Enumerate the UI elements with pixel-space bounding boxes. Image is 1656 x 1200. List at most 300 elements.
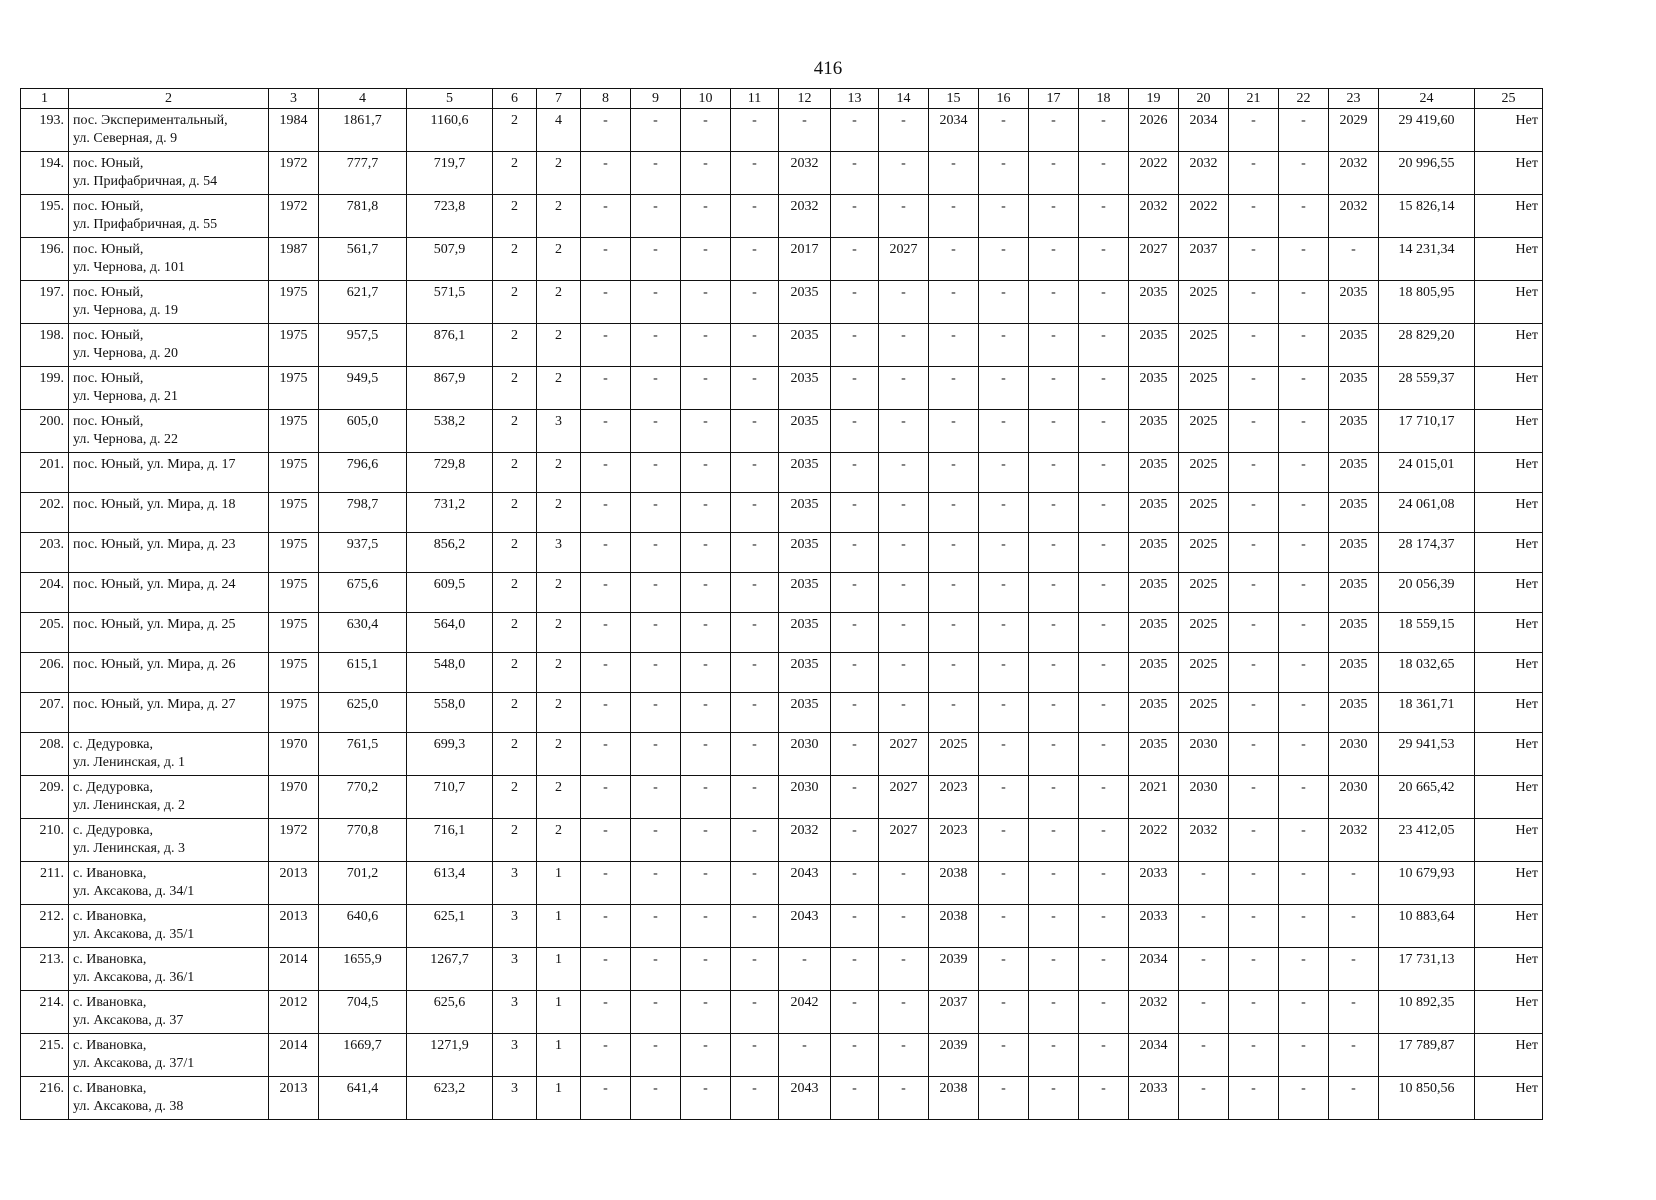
table-cell: 2043 [779,862,831,905]
table-cell: 2035 [1329,281,1379,324]
table-cell: - [1179,991,1229,1034]
table-cell: 23 412,05 [1379,819,1475,862]
table-cell: - [929,195,979,238]
table-cell: 10 850,56 [1379,1077,1475,1120]
table-cell: 2035 [1129,367,1179,410]
address-cell: пос. Юный, ул. Мира, д. 23 [69,533,269,573]
table-row [21,238,1543,281]
table-cell: - [979,1077,1029,1120]
table-cell: - [1029,453,1079,493]
table-cell: - [1079,410,1129,453]
row-number-cell: 201. [21,453,69,493]
table-cell: - [681,653,731,693]
table-cell: - [681,324,731,367]
table-cell: - [731,493,779,533]
address-cell: с. Ивановка, ул. Аксакова, д. 37/1 [69,1034,269,1077]
table-cell: - [979,991,1029,1034]
table-cell: - [731,653,779,693]
table-cell: 699,3 [407,733,493,776]
table-cell: - [1229,776,1279,819]
table-cell: - [731,862,779,905]
table-cell: 3 [493,1077,537,1120]
table-cell: - [731,991,779,1034]
table-cell: - [681,195,731,238]
table-cell: 10 679,93 [1379,862,1475,905]
table-cell: - [979,1034,1029,1077]
table-cell: - [631,152,681,195]
table-cell: - [1029,152,1079,195]
table-cell: 2030 [779,733,831,776]
table-cell: - [831,905,879,948]
table-cell: - [1279,948,1329,991]
table-cell: - [831,493,879,533]
table-cell: 2 [537,367,581,410]
table-cell: - [681,453,731,493]
table-cell: 1 [537,905,581,948]
table-cell: - [1279,410,1329,453]
table-cell: - [681,238,731,281]
table-cell: - [1279,1077,1329,1120]
table-row [21,281,1543,324]
table-cell: 731,2 [407,493,493,533]
table-cell: 1655,9 [319,948,407,991]
table-cell: - [631,862,681,905]
table-cell: - [731,281,779,324]
table-cell: 2025 [1179,281,1229,324]
table-cell: 2 [537,776,581,819]
table-cell: - [831,195,879,238]
column-header: 15 [929,89,979,109]
table-cell: 1975 [269,493,319,533]
table-cell: 2035 [1129,324,1179,367]
table-cell: - [879,195,929,238]
table-cell: 2035 [1329,410,1379,453]
column-header: 22 [1279,89,1329,109]
row-number-cell: 209. [21,776,69,819]
column-header: 7 [537,89,581,109]
table-cell: - [929,410,979,453]
table-cell: - [929,324,979,367]
table-cell: 507,9 [407,238,493,281]
table-cell: 2039 [929,1034,979,1077]
table-cell: 2 [493,410,537,453]
address-cell: пос. Юный, ул. Мира, д. 26 [69,653,269,693]
address-cell: пос. Юный, ул. Чернова, д. 22 [69,410,269,453]
table-cell: 18 032,65 [1379,653,1475,693]
table-cell: 2 [537,238,581,281]
table-cell: - [1179,862,1229,905]
table-cell: - [681,367,731,410]
table-cell: 2 [493,453,537,493]
table-cell: 2 [537,493,581,533]
column-header: 3 [269,89,319,109]
table-cell: - [731,367,779,410]
table-cell: 2027 [879,733,929,776]
address-cell: пос. Юный, ул. Мира, д. 18 [69,493,269,533]
table-cell: - [1029,693,1079,733]
table-cell: 3 [493,905,537,948]
table-cell: 1 [537,948,581,991]
address-cell: с. Ивановка, ул. Аксакова, д. 38 [69,1077,269,1120]
table-cell: - [879,991,929,1034]
table-cell: - [631,733,681,776]
table-row [21,152,1543,195]
row-number-cell: 211. [21,862,69,905]
table-cell: - [581,152,631,195]
table-cell: 29 941,53 [1379,733,1475,776]
address-cell: пос. Юный, ул. Чернова, д. 101 [69,238,269,281]
table-cell: 2 [493,493,537,533]
address-cell: с. Ивановка, ул. Аксакова, д. 37 [69,991,269,1034]
table-cell: 2023 [929,776,979,819]
table-cell: 937,5 [319,533,407,573]
table-row [21,613,1543,653]
table-cell: 1271,9 [407,1034,493,1077]
table-cell: - [979,613,1029,653]
table-cell: 2022 [1129,152,1179,195]
table-cell: 2013 [269,1077,319,1120]
table-cell: 867,9 [407,367,493,410]
table-cell: - [1279,862,1329,905]
table-cell: - [1079,905,1129,948]
table-cell: Нет [1475,324,1543,367]
table-cell: - [1229,324,1279,367]
table-cell: - [1029,733,1079,776]
table-cell: 605,0 [319,410,407,453]
table-cell: 623,2 [407,1077,493,1120]
table-cell: - [1229,613,1279,653]
table-cell: 2035 [1129,573,1179,613]
table-cell: - [681,533,731,573]
table-cell: 1972 [269,195,319,238]
table-cell: 1 [537,1077,581,1120]
table-cell: - [779,1034,831,1077]
table-cell: - [1279,573,1329,613]
table-cell: 1970 [269,733,319,776]
table-cell: - [929,493,979,533]
table-row [21,693,1543,733]
row-number-cell: 195. [21,195,69,238]
table-cell: Нет [1475,776,1543,819]
table-cell: Нет [1475,238,1543,281]
table-cell: - [681,991,731,1034]
table-cell: 2035 [779,653,831,693]
row-number-cell: 199. [21,367,69,410]
table-cell: - [831,613,879,653]
table-cell: - [1079,653,1129,693]
table-cell: 2 [493,109,537,152]
table-cell: 1975 [269,453,319,493]
table-cell: Нет [1475,281,1543,324]
table-cell: 876,1 [407,324,493,367]
table-cell: - [979,573,1029,613]
table-cell: 2027 [879,776,929,819]
table-cell: 2 [493,533,537,573]
table-cell: 770,2 [319,776,407,819]
table-cell: 1160,6 [407,109,493,152]
table-cell: - [879,693,929,733]
table-cell: - [879,948,929,991]
table-cell: - [879,533,929,573]
table-cell: - [1079,109,1129,152]
table-cell: 561,7 [319,238,407,281]
table-cell: - [879,1077,929,1120]
table-cell: - [1079,493,1129,533]
table-cell: 1 [537,1034,581,1077]
table-cell: 17 710,17 [1379,410,1475,453]
row-number-cell: 197. [21,281,69,324]
table-cell: - [1029,1077,1079,1120]
table-cell: 2 [537,573,581,613]
table-cell: 28 559,37 [1379,367,1475,410]
table-cell: 24 061,08 [1379,493,1475,533]
table-cell: - [831,367,879,410]
table-cell: 2025 [1179,653,1229,693]
table-cell: - [1029,905,1079,948]
row-number-cell: 207. [21,693,69,733]
table-cell: 28 829,20 [1379,324,1475,367]
table-cell: 625,0 [319,693,407,733]
table-cell: 2035 [1129,653,1179,693]
table-cell: - [879,905,929,948]
table-cell: - [1229,819,1279,862]
table-cell: - [1029,819,1079,862]
table-cell: - [1279,613,1329,653]
column-header: 13 [831,89,879,109]
table-cell: - [631,195,681,238]
table-cell: - [681,613,731,653]
table-cell: - [1029,862,1079,905]
table-cell: - [1079,1034,1129,1077]
column-header: 12 [779,89,831,109]
table-cell: - [979,324,1029,367]
table-row [21,324,1543,367]
table-cell: 2030 [779,776,831,819]
table-cell: Нет [1475,905,1543,948]
column-header: 1 [21,89,69,109]
table-row [21,1034,1543,1077]
table-cell: 3 [493,991,537,1034]
table-cell: Нет [1475,733,1543,776]
address-cell: пос. Юный, ул. Мира, д. 25 [69,613,269,653]
table-cell: 17 731,13 [1379,948,1475,991]
table-cell: 2037 [929,991,979,1034]
table-cell: - [631,693,681,733]
data-table [20,88,1543,1120]
table-cell: 777,7 [319,152,407,195]
table-cell: 2030 [1179,733,1229,776]
column-header: 4 [319,89,407,109]
table-row [21,653,1543,693]
table-cell: 2035 [779,693,831,733]
table-cell: - [681,410,731,453]
table-cell: - [979,693,1029,733]
table-cell: 14 231,34 [1379,238,1475,281]
row-number-cell: 202. [21,493,69,533]
table-cell: 3 [537,410,581,453]
column-header: 2 [69,89,269,109]
table-cell: - [1079,453,1129,493]
table-cell: - [831,324,879,367]
table-cell: 2030 [1179,776,1229,819]
page-number: 416 [813,58,843,79]
table-row [21,533,1543,573]
table-cell: 2032 [1179,152,1229,195]
table-cell: - [831,109,879,152]
table-cell: - [1279,493,1329,533]
table-cell: - [631,776,681,819]
row-number-cell: 216. [21,1077,69,1120]
table-cell: 18 361,71 [1379,693,1475,733]
table-cell: 2032 [1329,195,1379,238]
table-cell: - [681,573,731,613]
table-cell: 2035 [779,367,831,410]
table-cell: - [581,905,631,948]
table-cell: - [631,324,681,367]
row-number-cell: 215. [21,1034,69,1077]
table-cell: - [831,1077,879,1120]
row-number-cell: 204. [21,573,69,613]
table-cell: 2025 [1179,410,1229,453]
table-cell: - [681,1034,731,1077]
table-cell: Нет [1475,573,1543,613]
table-cell: 640,6 [319,905,407,948]
table-cell: - [929,613,979,653]
table-cell: 2038 [929,862,979,905]
table-cell: - [1279,733,1329,776]
table-cell: - [581,195,631,238]
table-cell: Нет [1475,152,1543,195]
table-cell: - [831,733,879,776]
table-cell: 2035 [779,410,831,453]
table-cell: - [1029,195,1079,238]
table-cell: - [581,109,631,152]
table-cell: 1970 [269,776,319,819]
table-cell: 2 [537,693,581,733]
row-number-cell: 196. [21,238,69,281]
table-cell: 2035 [1129,453,1179,493]
table-cell: 10 892,35 [1379,991,1475,1034]
table-cell: - [1229,281,1279,324]
table-cell: 2035 [1129,613,1179,653]
table-cell: - [1229,1077,1279,1120]
table-cell: 2034 [1129,1034,1179,1077]
column-header: 21 [1229,89,1279,109]
table-cell: Нет [1475,109,1543,152]
table-cell: - [1179,1077,1229,1120]
table-cell: 571,5 [407,281,493,324]
table-cell: Нет [1475,410,1543,453]
table-cell: - [1029,613,1079,653]
table-cell: - [681,862,731,905]
table-cell: 2 [537,324,581,367]
table-cell: 2035 [1329,533,1379,573]
table-cell: - [1229,410,1279,453]
table-cell: - [979,493,1029,533]
table-cell: 2032 [1329,819,1379,862]
table-cell: 2 [493,152,537,195]
table-cell: - [1329,1034,1379,1077]
table-cell: 3 [493,948,537,991]
table-cell: - [731,195,779,238]
table-cell: 630,4 [319,613,407,653]
table-cell: 2025 [1179,533,1229,573]
table-cell: 957,5 [319,324,407,367]
table-cell: 2029 [1329,109,1379,152]
table-cell: 2 [537,453,581,493]
table-cell: - [731,453,779,493]
table-row [21,991,1543,1034]
table-cell: - [831,693,879,733]
table-cell: - [1229,573,1279,613]
row-number-cell: 206. [21,653,69,693]
table-cell: - [731,905,779,948]
table-cell: - [1079,693,1129,733]
table-cell: 1267,7 [407,948,493,991]
table-cell: 1984 [269,109,319,152]
table-cell: - [681,905,731,948]
table-cell: - [1079,862,1129,905]
table-cell: Нет [1475,453,1543,493]
table-cell: - [831,948,879,991]
table-cell: - [1079,991,1129,1034]
table-cell: 2 [493,819,537,862]
table-cell: 1669,7 [319,1034,407,1077]
row-number-cell: 194. [21,152,69,195]
table-cell: 2025 [1179,693,1229,733]
table-cell: - [979,109,1029,152]
table-cell: Нет [1475,1077,1543,1120]
column-header: 23 [1329,89,1379,109]
table-cell: - [581,776,631,819]
table-cell: - [731,776,779,819]
table-cell: - [979,195,1029,238]
table-cell: 2 [493,776,537,819]
table-cell: - [879,109,929,152]
table-cell: - [681,733,731,776]
table-cell: 2032 [1329,152,1379,195]
table-cell: 2 [493,693,537,733]
table-cell: 1975 [269,324,319,367]
table-cell: 2 [537,195,581,238]
table-cell: 710,7 [407,776,493,819]
table-row [21,862,1543,905]
table-cell: 10 883,64 [1379,905,1475,948]
table-cell: 1975 [269,613,319,653]
table-cell: - [831,1034,879,1077]
table-row [21,367,1543,410]
table-cell: - [631,281,681,324]
column-header: 17 [1029,89,1079,109]
table-cell: - [581,324,631,367]
table-cell: - [979,733,1029,776]
table-cell: - [631,819,681,862]
table-row [21,109,1543,152]
address-cell: пос. Юный, ул. Прифабричная, д. 54 [69,152,269,195]
table-cell: 1975 [269,573,319,613]
table-cell: 1972 [269,819,319,862]
column-header: 11 [731,89,779,109]
column-header: 20 [1179,89,1229,109]
table-cell: - [1229,109,1279,152]
table-cell: - [879,862,929,905]
table-cell: 2035 [1129,410,1179,453]
table-cell: - [631,453,681,493]
table-cell: - [731,1077,779,1120]
table-cell: - [979,776,1029,819]
table-cell: 2035 [779,324,831,367]
table-cell: - [1229,733,1279,776]
